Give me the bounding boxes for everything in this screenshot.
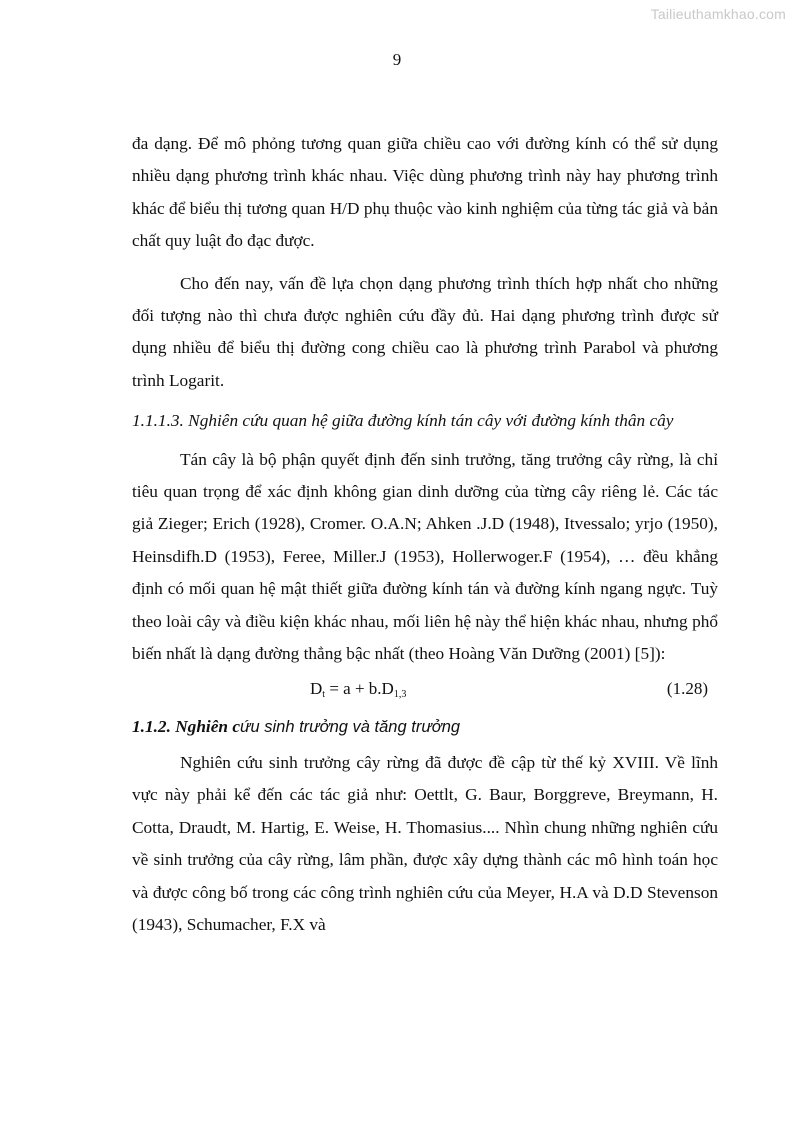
document-body xyxy=(132,128,718,941)
formula-number: (1.28) xyxy=(666,678,708,698)
paragraph-3: Tán cây là bộ phận quyết định đến sinh trưởng, tăng trưởng cây rừng, là chỉ tiêu quan trọng để xác định không gian dinh dưỡng của từng cây riêng lẻ. Các tác giả Zieger; Erich (1928), Cromer. O.A.N; Ahken .J.D (1948), Itvessalo; yrjo (1950), Heinsdifh.D (1953), Feree, Miller.J (1953), Hollerwoger.F (1954), … đều khẳng định có mối quan hệ mật thiết giữa đường kính tán và đường kính ngang ngực. Tuỳ theo loài cây và điều kiện khác nhau, mối liên hệ này thể hiện khác nhau, nhưng phổ biến nhất là dạng đường thẳng bậc nhất (theo Hoàng Văn Dưỡng (2001) [5]): xyxy=(132,449,718,664)
formula-expression: $D_t = a + b.D_{1,3}$ xyxy=(310,678,407,700)
watermark: Tailieuthamkhao.com xyxy=(650,6,786,22)
section-heading-112: 1.1.2. Nghiên cứu sinh trưởng và tăng trưởng xyxy=(132,716,461,736)
paragraph-1: đa dạng. Để mô phỏng tương quan giữa chiều cao với đường kính có thể sử dụng nhiều dạng phương trình khác nhau. Việc dùng phương trình này hay phương trình khác để biểu thị tương quan H/D phụ thuộc vào kinh nghiệm của từng tác giả và bản chất quy luật đo đạc được. xyxy=(132,134,718,251)
subsection-heading-1113: 1.1.1.3. Nghiên cứu quan hệ giữa đường kính tán cây với đường kính thân cây xyxy=(132,411,674,431)
paragraph-4: Nghiên cứu sinh trưởng cây rừng đã được đề cập từ thế kỷ XVIII. Về lĩnh vực này phải kể đến các tác giả như: Oettlt, G. Baur, Borggreve, Breymann, H. Cotta, Draudt, M. Hartig, E. Weise, H. Thomasius.... Nhìn chung những nghiên cứu về sinh trưởng của cây rừng, lâm phần, được xây dựng thành các mô hình toán học và được công bố trong các công trình nghiên cứu của Meyer, H.A và D.D Stevenson (1943), Schumacher, F.X và xyxy=(132,752,718,934)
formula-1-28 xyxy=(132,673,718,705)
page-number: 9 xyxy=(392,50,402,69)
paragraph-2: Cho đến nay, vấn đề lựa chọn dạng phương trình thích hợp nhất cho những đối tượng nào thì chưa được nghiên cứu đầy đủ. Hai dạng phương trình được sử dụng nhiều để biểu thị đường cong chiều cao là phương trình Parabol và phương trình Logarit. xyxy=(132,273,718,390)
